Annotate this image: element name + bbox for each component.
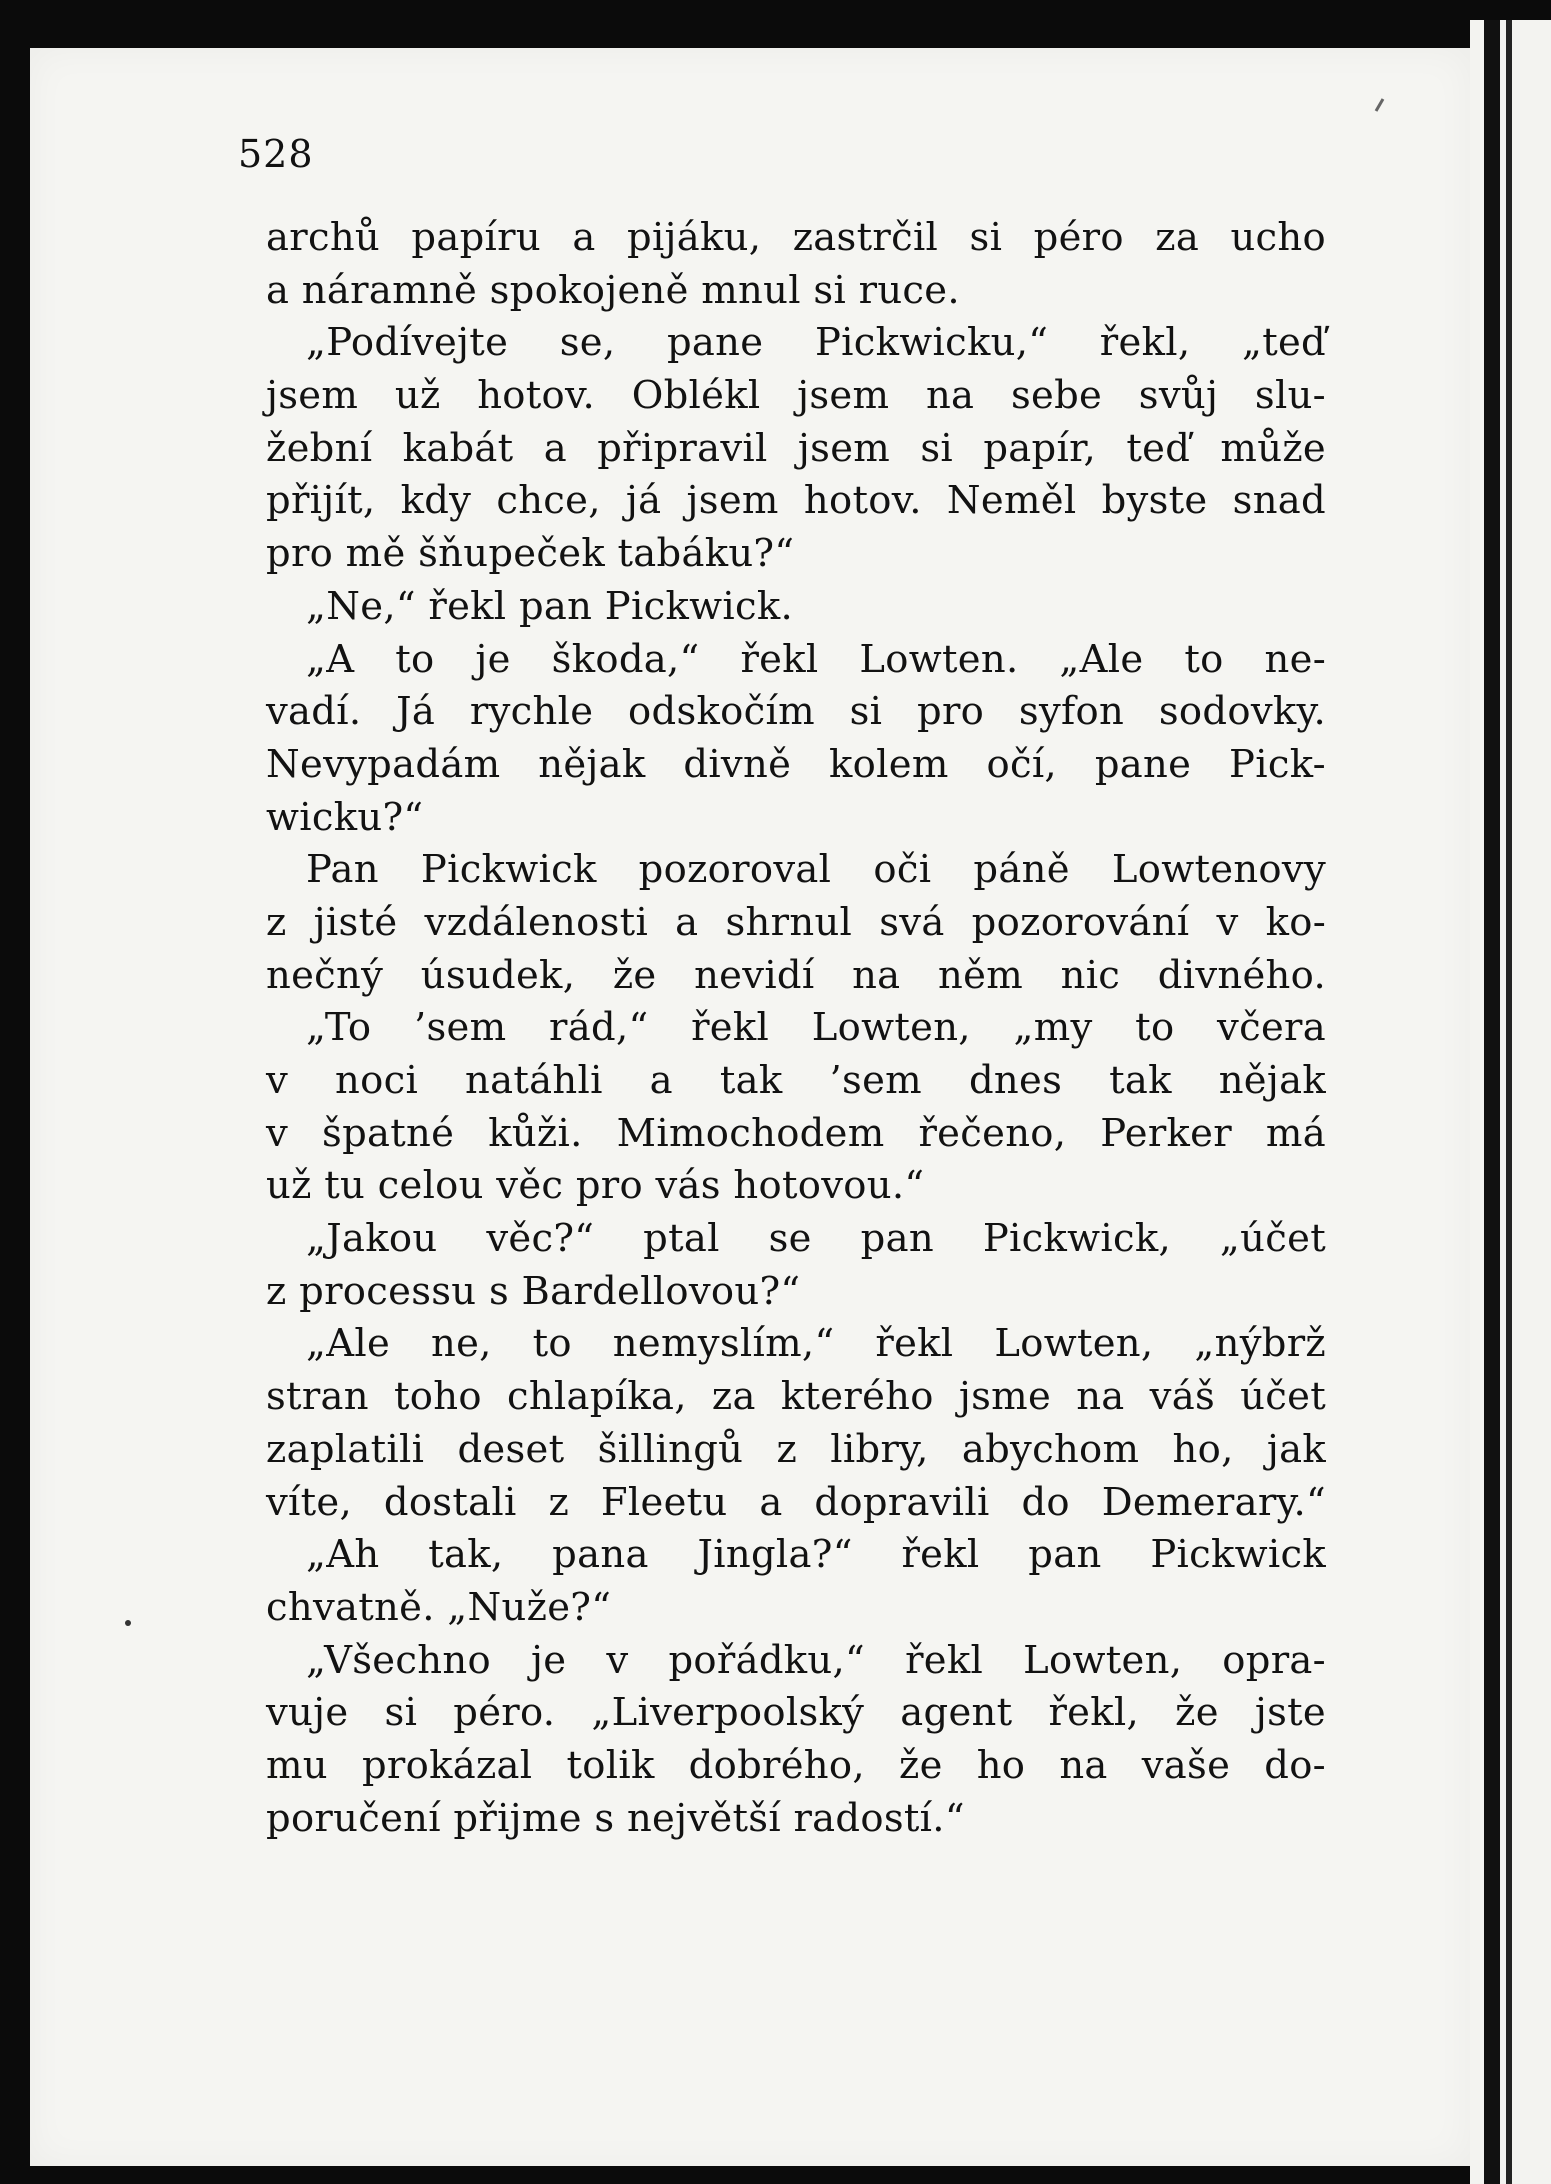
text-line: „Ne,“ řekl pan Pickwick. (306, 583, 793, 629)
text-line: Pan Pickwick pozoroval oči páně Lowtenovy (306, 847, 1326, 893)
text-line: jsem už hotov. Oblékl jsem na sebe svůj slu- (266, 373, 1326, 419)
text-line: žební kabát a připravil jsem si papír, teď může (266, 425, 1326, 471)
text-line: vadí. Já rychle odskočím si pro syfon sodovky. (266, 689, 1326, 735)
body-text (266, 212, 1326, 1845)
text-line: „Ah tak, pana Jingla?“ řekl pan Pickwick (306, 1532, 1326, 1578)
text-line: pro mě šňupeček tabáku?“ (266, 531, 795, 577)
text-line: poručení přijme s největší radostí.“ (266, 1795, 965, 1841)
text-line: v špatné kůži. Mimochodem řečeno, Perker má (266, 1110, 1326, 1156)
text-line: z processu s Bardellovou?“ (266, 1268, 801, 1314)
text-line: z jisté vzdálenosti a shrnul svá pozorování v ko- (266, 899, 1326, 945)
text-line: chvatně. „Nuže?“ (266, 1584, 612, 1630)
text-line: přijít, kdy chce, já jsem hotov. Neměl byste snad (266, 478, 1326, 524)
text-line: „A to je škoda,“ řekl Lowten. „Ale to ne- (306, 636, 1326, 682)
facing-page-edge (1470, 20, 1551, 2184)
text-line: Nevypadám nějak divně kolem očí, pane Pick- (266, 741, 1326, 787)
text-line: vuje si péro. „Liverpoolský agent řekl, že jste (266, 1690, 1326, 1736)
text-line: mu prokázal tolik dobrého, že ho na vaše do- (266, 1742, 1326, 1788)
text-line: v noci natáhli a tak ’sem dnes tak nějak (266, 1058, 1326, 1103)
text-line: zaplatili deset šillingů z libry, abychom ho, jak (266, 1426, 1326, 1472)
text-line: „To ’sem rád,“ řekl Lowten, „my to včera (306, 1005, 1326, 1051)
page-number: 528 (238, 132, 314, 176)
text-line: „Jakou věc?“ ptal se pan Pickwick, „účet (306, 1216, 1326, 1262)
text-line: „Ale ne, to nemyslím,“ řekl Lowten, „nýbrž (306, 1321, 1326, 1367)
text-line: stran toho chlapíka, za kterého jsme na váš účet (266, 1374, 1326, 1420)
margin-dot (125, 1620, 131, 1626)
text-line: „Podívejte se, pane Pickwicku,“ řekl, „teď (306, 320, 1326, 366)
text-line: archů papíru a pijáku, zastrčil si péro za ucho (266, 215, 1326, 260)
text-line: víte, dostali z Fleetu a dopravili do Demerary.“ (266, 1479, 1326, 1525)
text-line: wicku?“ (266, 794, 424, 840)
text-line: už tu celou věc pro vás hotovou.“ (266, 1163, 925, 1209)
text-line: „Všechno je v pořádku,“ řekl Lowten, opra- (306, 1637, 1326, 1683)
text-line: a náramně spokojeně mnul si ruce. (266, 267, 960, 313)
text-line: nečný úsudek, že nevidí na něm nic divného. (266, 952, 1326, 998)
